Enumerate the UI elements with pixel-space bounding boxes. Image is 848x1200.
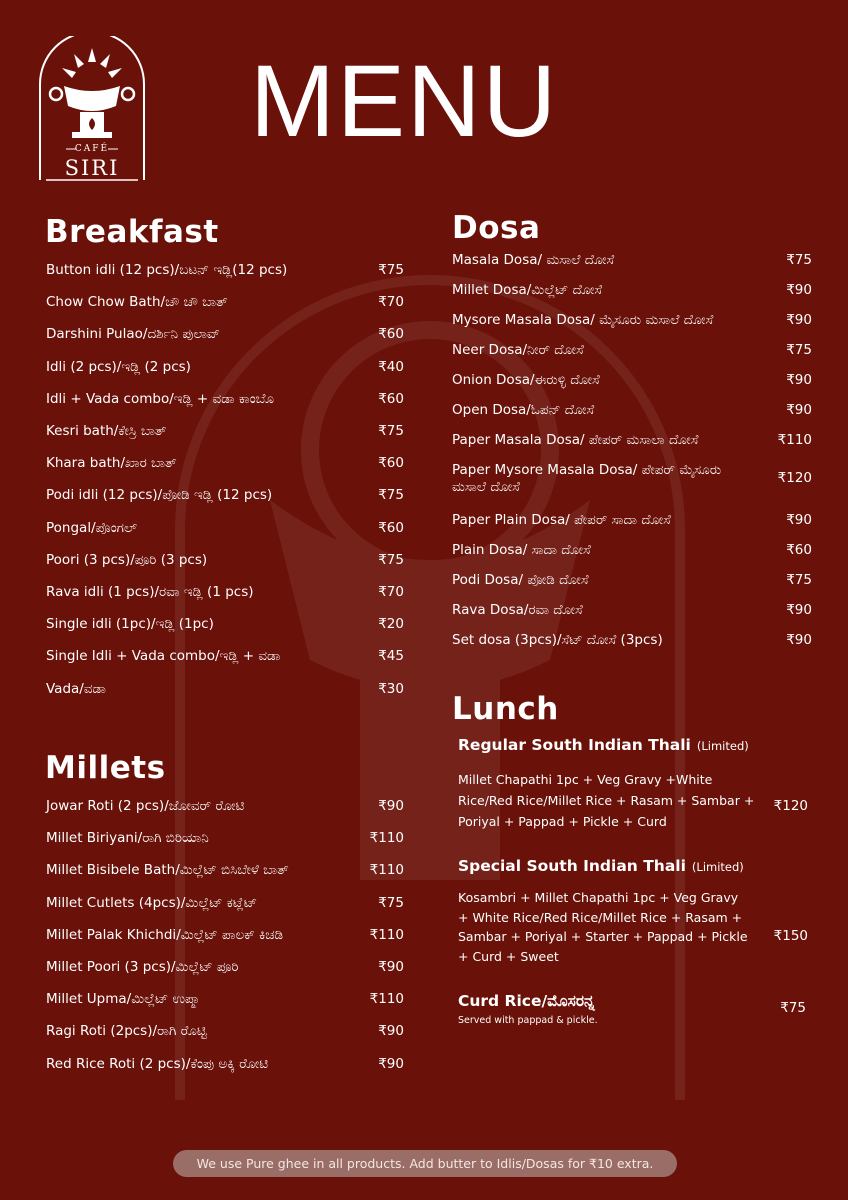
regular-thali-note: (Limited) <box>696 739 749 753</box>
millets-item-name: Red Rice Roti (2 pcs)/ಕೆಂಪು ಅಕ್ಕಿ ರೋಟಿ <box>46 1055 269 1072</box>
dosa-item <box>452 402 812 419</box>
millets-item-name: Millet Biriyani/ರಾಗಿ ಬಿರಿಯಾನಿ <box>46 830 209 847</box>
breakfast-item-price: ₹75 <box>378 487 404 504</box>
breakfast-heading: Breakfast <box>45 214 219 250</box>
millets-heading: Millets <box>45 750 166 786</box>
millets-item <box>46 862 404 879</box>
dosa-item-name: Paper Plain Dosa/ ಪೇಪರ್ ಸಾದಾ ದೋಸೆ <box>452 512 671 528</box>
special-thali-price: ₹150 <box>773 928 808 944</box>
dosa-item-price: ₹90 <box>786 282 812 298</box>
dosa-item <box>452 372 812 389</box>
millets-item-name: Millet Poori (3 pcs)/ಮಿಲ್ಲೆಟ್ ಪೂರಿ <box>46 959 239 975</box>
cafe-siri-logo <box>36 36 148 184</box>
breakfast-item-price: ₹45 <box>378 648 404 665</box>
dosa-item-name: Open Dosa/ಓಪನ್ ದೋಸೆ <box>452 402 595 418</box>
dosa-item <box>452 282 812 299</box>
breakfast-item <box>46 487 404 504</box>
breakfast-item-price: ₹70 <box>378 584 404 600</box>
dosa-item <box>452 572 812 589</box>
special-thali-desc: Kosambri + Millet Chapathi 1pc + Veg Gravy + White Rice/Red Rice/Millet Rice + Rasam + Sambar + Poriyal + Starter + Pappad + Pickle + Curd + Sweet <box>458 890 748 964</box>
regular-thali-desc: Millet Chapathi 1pc + Veg Gravy +White Rice/Red Rice/Millet Rice + Rasam + Sambar + Poriyal + Pappad + Pickle + Curd <box>458 772 755 829</box>
dosa-item <box>452 252 812 269</box>
breakfast-item <box>46 423 404 440</box>
dosa-item-name: Mysore Masala Dosa/ ಮೈಸೂರು ಮಸಾಲೆ ದೋಸೆ <box>452 312 714 328</box>
millets-item-price: ₹90 <box>378 798 404 814</box>
footer-note: We use Pure ghee in all products. Add butter to Idlis/Dosas for ₹10 extra. <box>173 1150 677 1177</box>
breakfast-item <box>46 326 404 343</box>
dosa-item <box>452 462 812 496</box>
special-thali-note: (Limited) <box>691 860 744 874</box>
breakfast-item-price: ₹60 <box>378 390 404 407</box>
millets-item-name: Millet Bisibele Bath/ಮಿಲ್ಲೆಟ್ ಬಿಸಿಬೇಳೆ ಬಾತ್ <box>46 862 289 879</box>
breakfast-item-name: Pongal/ಪೊಂಗಲ್ <box>46 519 138 536</box>
dosa-item-name: Neer Dosa/ನೀರ್ ದೋಸೆ <box>452 342 584 358</box>
millets-item-name: Millet Upma/ಮಿಲ್ಲೆಟ್ ಉಪ್ಮಾ <box>46 991 201 1008</box>
breakfast-item-price: ₹60 <box>378 519 404 536</box>
dosa-item-name: Millet Dosa/ಮಿಲ್ಲೆಟ್ ದೋಸೆ <box>452 282 603 298</box>
breakfast-item-price: ₹20 <box>378 616 404 633</box>
breakfast-item-name: Single Idli + Vada combo/ಇಡ್ಲಿ + ವಡಾ <box>46 648 281 665</box>
breakfast-item-price: ₹60 <box>378 326 404 343</box>
dosa-item-name: Rava Dosa/ರವಾ ದೋಸೆ <box>452 602 583 618</box>
special-thali-name <box>458 856 808 877</box>
breakfast-item <box>46 648 404 665</box>
dosa-item <box>452 632 812 649</box>
breakfast-item-name: Idli + Vada combo/ಇಡ್ಲಿ + ವಡಾ ಕಾಂಬೊ <box>46 390 275 407</box>
dosa-heading: Dosa <box>452 210 541 246</box>
breakfast-item-name: Chow Chow Bath/ಚೌ ಚೌ ಬಾತ್ <box>46 294 228 311</box>
breakfast-item-price: ₹75 <box>378 551 404 568</box>
millets-item-name: Millet Cutlets (4pcs)/ಮಿಲ್ಲೆಟ್ ಕಟ್ಲೆಟ್ <box>46 894 258 911</box>
dosa-item-price: ₹90 <box>786 602 812 618</box>
curd-rice-name: Curd Rice/ಮೊಸರನ್ನ <box>458 992 595 1010</box>
dosa-item-price: ₹75 <box>786 342 812 358</box>
curd-rice-price: ₹75 <box>780 1000 806 1016</box>
dosa-item-name: Podi Dosa/ ಪೋಡಿ ದೋಸೆ <box>452 572 589 588</box>
millets-item-price: ₹110 <box>369 830 404 847</box>
millets-item <box>46 1056 404 1073</box>
dosa-item-price: ₹90 <box>786 402 812 418</box>
breakfast-item-name: Khara bath/ಖಾರ ಬಾತ್ <box>46 455 177 472</box>
millets-item-price: ₹110 <box>369 991 404 1008</box>
dosa-item <box>452 512 812 529</box>
dosa-item-name: Masala Dosa/ ಮಸಾಲೆ ದೋಸೆ <box>452 252 615 268</box>
logo-brand-name: SIRI <box>64 156 120 180</box>
breakfast-item <box>46 391 404 408</box>
dosa-item-name: Plain Dosa/ ಸಾದಾ ದೋಸೆ <box>452 542 591 558</box>
breakfast-item-name: Darshini Pulao/ದರ್ಶಿನಿ ಪುಲಾವ್ <box>46 326 220 343</box>
breakfast-item <box>46 262 404 279</box>
dosa-item <box>452 542 812 559</box>
millets-item <box>46 991 404 1008</box>
curd-rice <box>458 991 806 1027</box>
dosa-item <box>452 312 812 329</box>
dosa-item-name: Paper Masala Dosa/ ಪೇಪರ್ ಮಸಾಲಾ ದೋಸೆ <box>452 432 699 448</box>
millets-item-price: ₹110 <box>369 862 404 879</box>
dosa-item-name: Paper Mysore Masala Dosa/ ಪೇಪರ್ ಮೈಸೂರು ಮಸಾಲೆ ದೋಸೆ <box>452 462 722 495</box>
lunch-heading: Lunch <box>452 691 559 727</box>
millets-item-price: ₹110 <box>369 926 404 943</box>
breakfast-item <box>46 359 404 376</box>
millets-item-name: Jowar Roti (2 pcs)/ಜೋವರ್ ರೋಟಿ <box>46 798 245 814</box>
breakfast-item-price: ₹40 <box>378 358 404 375</box>
dosa-item <box>452 602 812 619</box>
millets-item <box>46 798 404 815</box>
regular-thali-name <box>458 735 808 756</box>
dosa-item-price: ₹60 <box>786 542 812 558</box>
dosa-item-price: ₹75 <box>786 252 812 268</box>
dosa-item-price: ₹90 <box>786 372 812 388</box>
millets-item-price: ₹90 <box>378 1023 404 1040</box>
breakfast-item-name: Button idli (12 pcs)/ಬಟನ್ ಇಡ್ಲಿ(12 pcs) <box>46 262 288 278</box>
regular-thali-price: ₹120 <box>773 798 808 814</box>
page-title: MENU <box>250 44 559 158</box>
millets-item-price: ₹75 <box>378 894 404 911</box>
breakfast-item-name: Podi idli (12 pcs)/ಪೋಡಿ ಇಡ್ಲಿ (12 pcs) <box>46 487 273 504</box>
breakfast-item-name: Kesri bath/ಕೇಸ್ರಿ ಬಾತ್ <box>46 423 167 439</box>
millets-item <box>46 1023 404 1040</box>
dosa-item-price: ₹90 <box>786 512 812 528</box>
special-thali <box>458 856 808 966</box>
breakfast-item-name: Rava idli (1 pcs)/ರವಾ ಇಡ್ಲಿ (1 pcs) <box>46 584 254 600</box>
breakfast-item <box>46 520 404 537</box>
breakfast-item <box>46 294 404 311</box>
millets-item-name: Millet Palak Khichdi/ಮಿಲ್ಲೆಟ್ ಪಾಲಕ್ ಕಿಚಡಿ <box>46 926 283 943</box>
breakfast-item <box>46 681 404 698</box>
breakfast-item <box>46 455 404 472</box>
breakfast-item <box>46 552 404 569</box>
breakfast-item-name: Vada/ವಡಾ <box>46 680 106 697</box>
millets-item <box>46 895 404 912</box>
breakfast-item <box>46 616 404 633</box>
millets-item-price: ₹90 <box>378 959 404 975</box>
dosa-item-price: ₹90 <box>786 632 812 648</box>
regular-thali <box>458 735 808 832</box>
breakfast-item-price: ₹60 <box>378 455 404 472</box>
logo-cafe-text: CAFÉ <box>74 144 110 154</box>
breakfast-item-price: ₹70 <box>378 294 404 311</box>
dosa-item <box>452 432 812 449</box>
breakfast-item <box>46 584 404 601</box>
dosa-item-name: Onion Dosa/ಈರುಳ್ಳಿ ದೋಸೆ <box>452 372 600 388</box>
breakfast-item-price: ₹75 <box>378 262 404 278</box>
millets-item <box>46 927 404 944</box>
breakfast-item-name: Poori (3 pcs)/ಪೂರಿ (3 pcs) <box>46 551 208 568</box>
breakfast-item-name: Single idli (1pc)/ಇಡ್ಲಿ (1pc) <box>46 616 214 633</box>
millets-item <box>46 959 404 976</box>
millets-item-name: Ragi Roti (2pcs)/ರಾಗಿ ರೊಟ್ಟಿ <box>46 1023 207 1040</box>
special-thali-title: Special South Indian Thali <box>458 857 686 875</box>
breakfast-item-name: Idli (2 pcs)/ಇಡ್ಲಿ (2 pcs) <box>46 358 191 375</box>
dosa-item-price: ₹90 <box>786 312 812 328</box>
dosa-item-price: ₹120 <box>777 470 812 486</box>
millets-item-price: ₹90 <box>378 1055 404 1072</box>
curd-rice-sub: Served with pappad & pickle. <box>458 1015 598 1026</box>
millets-item <box>46 830 404 847</box>
dosa-item <box>452 342 812 359</box>
dosa-item-name: Set dosa (3pcs)/ಸೆಟ್ ದೋಸೆ (3pcs) <box>452 632 663 648</box>
breakfast-item-price: ₹75 <box>378 423 404 439</box>
dosa-item-price: ₹75 <box>786 572 812 588</box>
dosa-item-price: ₹110 <box>777 432 812 448</box>
regular-thali-title: Regular South Indian Thali <box>458 736 691 754</box>
breakfast-item-price: ₹30 <box>378 680 404 697</box>
